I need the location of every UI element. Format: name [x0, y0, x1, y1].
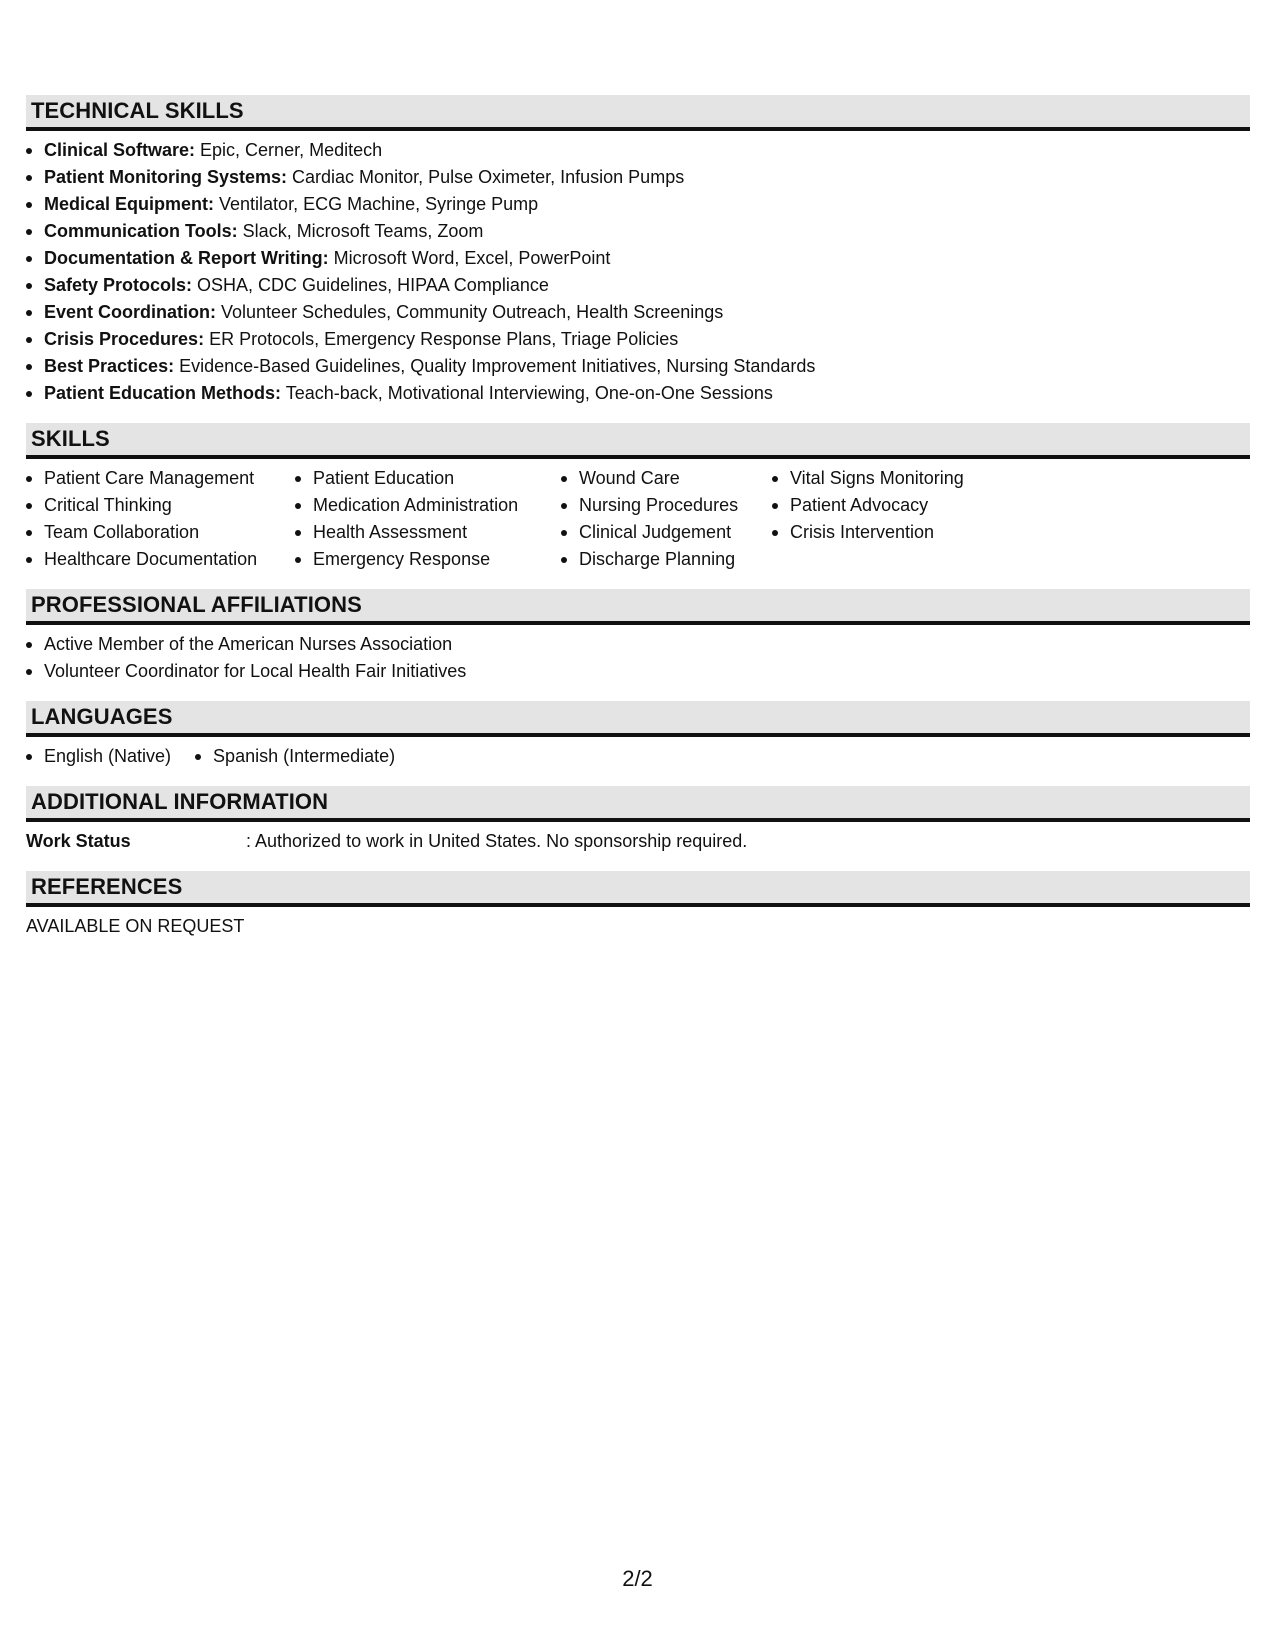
skill-category-value: Microsoft Word, Excel, PowerPoint — [328, 248, 611, 268]
bullet-icon — [295, 476, 301, 482]
bullet-icon — [772, 476, 778, 482]
affiliations-list — [26, 631, 1250, 685]
section-header — [26, 589, 1250, 625]
skill-category-label: Crisis Procedures: — [44, 329, 205, 349]
affiliations-section — [26, 589, 1250, 685]
language-text: Spanish (Intermediate) — [213, 746, 396, 766]
references-section — [26, 871, 1250, 940]
section-title: LANGUAGES — [31, 704, 173, 729]
skill-label: Vital Signs Monitoring — [790, 468, 964, 488]
list-item — [561, 519, 772, 546]
skill-label: Health Assessment — [313, 522, 468, 542]
section-title: SKILLS — [31, 426, 110, 451]
skill-category-value: Evidence-Based Guidelines, Quality Improvement Initiatives, Nursing Standards — [174, 356, 816, 376]
skill-category-label: Patient Monitoring Systems: — [44, 167, 288, 187]
technical-skills-list — [26, 137, 1250, 407]
bullet-icon — [561, 557, 567, 563]
skill-label: Medication Administration — [313, 495, 519, 515]
languages-list — [26, 743, 1250, 770]
list-item — [26, 546, 295, 573]
section-header — [26, 871, 1250, 907]
skill-category-value: Volunteer Schedules, Community Outreach, Health Screenings — [216, 302, 724, 322]
section-title: ADDITIONAL INFORMATION — [31, 789, 329, 814]
section-header — [26, 423, 1250, 459]
list-item — [26, 658, 1250, 685]
skill-label: Critical Thinking — [44, 495, 172, 515]
skill-label: Nursing Procedures — [579, 495, 739, 515]
skill-category-value: ER Protocols, Emergency Response Plans, Triage Policies — [204, 329, 679, 349]
bullet-icon — [295, 503, 301, 509]
bullet-icon — [26, 364, 32, 370]
bullet-icon — [561, 503, 567, 509]
skill-category-value: Epic, Cerner, Meditech — [195, 140, 383, 160]
bullet-icon — [26, 754, 32, 760]
info-row — [26, 828, 1250, 855]
list-item — [26, 299, 1250, 326]
list-item — [26, 743, 171, 770]
bullet-icon — [26, 503, 32, 509]
bullet-icon — [26, 391, 32, 397]
list-item — [26, 137, 1250, 164]
list-item — [295, 546, 561, 573]
list-item — [26, 272, 1250, 299]
list-item — [772, 519, 1032, 546]
list-item — [26, 218, 1250, 245]
languages-section — [26, 701, 1250, 770]
list-item — [26, 353, 1250, 380]
skill-label: Team Collaboration — [44, 522, 200, 542]
list-item — [295, 492, 561, 519]
section-title: TECHNICAL SKILLS — [31, 98, 244, 123]
list-item — [26, 191, 1250, 218]
skill-category-label: Event Coordination: — [44, 302, 216, 322]
skill-label: Crisis Intervention — [790, 522, 935, 542]
skill-category-value: Ventilator, ECG Machine, Syringe Pump — [214, 194, 539, 214]
bullet-icon — [26, 642, 32, 648]
skill-label: Healthcare Documentation — [44, 549, 258, 569]
skill-category-value: Slack, Microsoft Teams, Zoom — [237, 221, 484, 241]
references-text: AVAILABLE ON REQUEST — [26, 916, 245, 936]
bullet-icon — [26, 148, 32, 154]
skill-label: Emergency Response — [313, 549, 491, 569]
language-text: English (Native) — [44, 746, 172, 766]
list-item — [26, 465, 295, 492]
bullet-icon — [561, 530, 567, 536]
skills-column — [295, 465, 561, 573]
list-item — [561, 465, 772, 492]
bullet-icon — [295, 530, 301, 536]
resume-page — [26, 95, 1250, 956]
section-title: PROFESSIONAL AFFILIATIONS — [31, 592, 362, 617]
bullet-icon — [26, 476, 32, 482]
affiliation-text: Volunteer Coordinator for Local Health Fair Initiatives — [44, 661, 467, 681]
bullet-icon — [26, 283, 32, 289]
bullet-icon — [195, 754, 201, 760]
list-item — [772, 492, 1032, 519]
skill-label: Patient Care Management — [44, 468, 255, 488]
page-number: 2/2 — [622, 1566, 653, 1591]
bullet-icon — [26, 669, 32, 675]
section-title: REFERENCES — [31, 874, 183, 899]
skill-category-label: Safety Protocols: — [44, 275, 193, 295]
skill-category-value: Teach-back, Motivational Interviewing, One-on-One Sessions — [281, 383, 773, 403]
bullet-icon — [561, 476, 567, 482]
section-header — [26, 701, 1250, 737]
skill-category-label: Patient Education Methods: — [44, 383, 282, 403]
skill-category-label: Clinical Software: — [44, 140, 196, 160]
bullet-icon — [295, 557, 301, 563]
info-value: : Authorized to work in United States. No sponsorship required. — [246, 831, 748, 851]
section-header — [26, 786, 1250, 822]
affiliation-text: Active Member of the American Nurses Association — [44, 634, 453, 654]
bullet-icon — [772, 503, 778, 509]
bullet-icon — [26, 310, 32, 316]
technical-skills-section — [26, 95, 1250, 407]
bullet-icon — [26, 530, 32, 536]
skills-grid — [26, 465, 1250, 573]
skill-label: Discharge Planning — [579, 549, 736, 569]
skill-category-label: Best Practices: — [44, 356, 175, 376]
list-item — [26, 631, 1250, 658]
bullet-icon — [26, 256, 32, 262]
list-item — [26, 519, 295, 546]
skill-category-label: Communication Tools: — [44, 221, 238, 241]
bullet-icon — [26, 337, 32, 343]
bullet-icon — [26, 202, 32, 208]
skill-label: Clinical Judgement — [579, 522, 732, 542]
skill-category-value: OSHA, CDC Guidelines, HIPAA Compliance — [192, 275, 549, 295]
skill-category-label: Documentation & Report Writing: — [44, 248, 329, 268]
skill-category-label: Medical Equipment: — [44, 194, 215, 214]
list-item — [26, 492, 295, 519]
skills-section — [26, 423, 1250, 573]
skill-label: Wound Care — [579, 468, 680, 488]
list-item — [561, 546, 772, 573]
skills-column — [26, 465, 295, 573]
info-key: Work Status — [26, 831, 131, 851]
bullet-icon — [26, 229, 32, 235]
section-header — [26, 95, 1250, 131]
list-item — [295, 519, 561, 546]
list-item — [195, 743, 395, 770]
bullet-icon — [26, 175, 32, 181]
bullet-icon — [772, 530, 778, 536]
list-item — [26, 326, 1250, 353]
skill-label: Patient Advocacy — [790, 495, 929, 515]
list-item — [26, 164, 1250, 191]
skills-column — [561, 465, 772, 573]
skills-column — [772, 465, 1032, 573]
additional-information-section — [26, 786, 1250, 855]
list-item — [561, 492, 772, 519]
skill-label: Patient Education — [313, 468, 455, 488]
skill-category-value: Cardiac Monitor, Pulse Oximeter, Infusion Pumps — [287, 167, 685, 187]
list-item — [295, 465, 561, 492]
list-item — [26, 245, 1250, 272]
list-item — [772, 465, 1032, 492]
list-item — [26, 380, 1250, 407]
bullet-icon — [26, 557, 32, 563]
